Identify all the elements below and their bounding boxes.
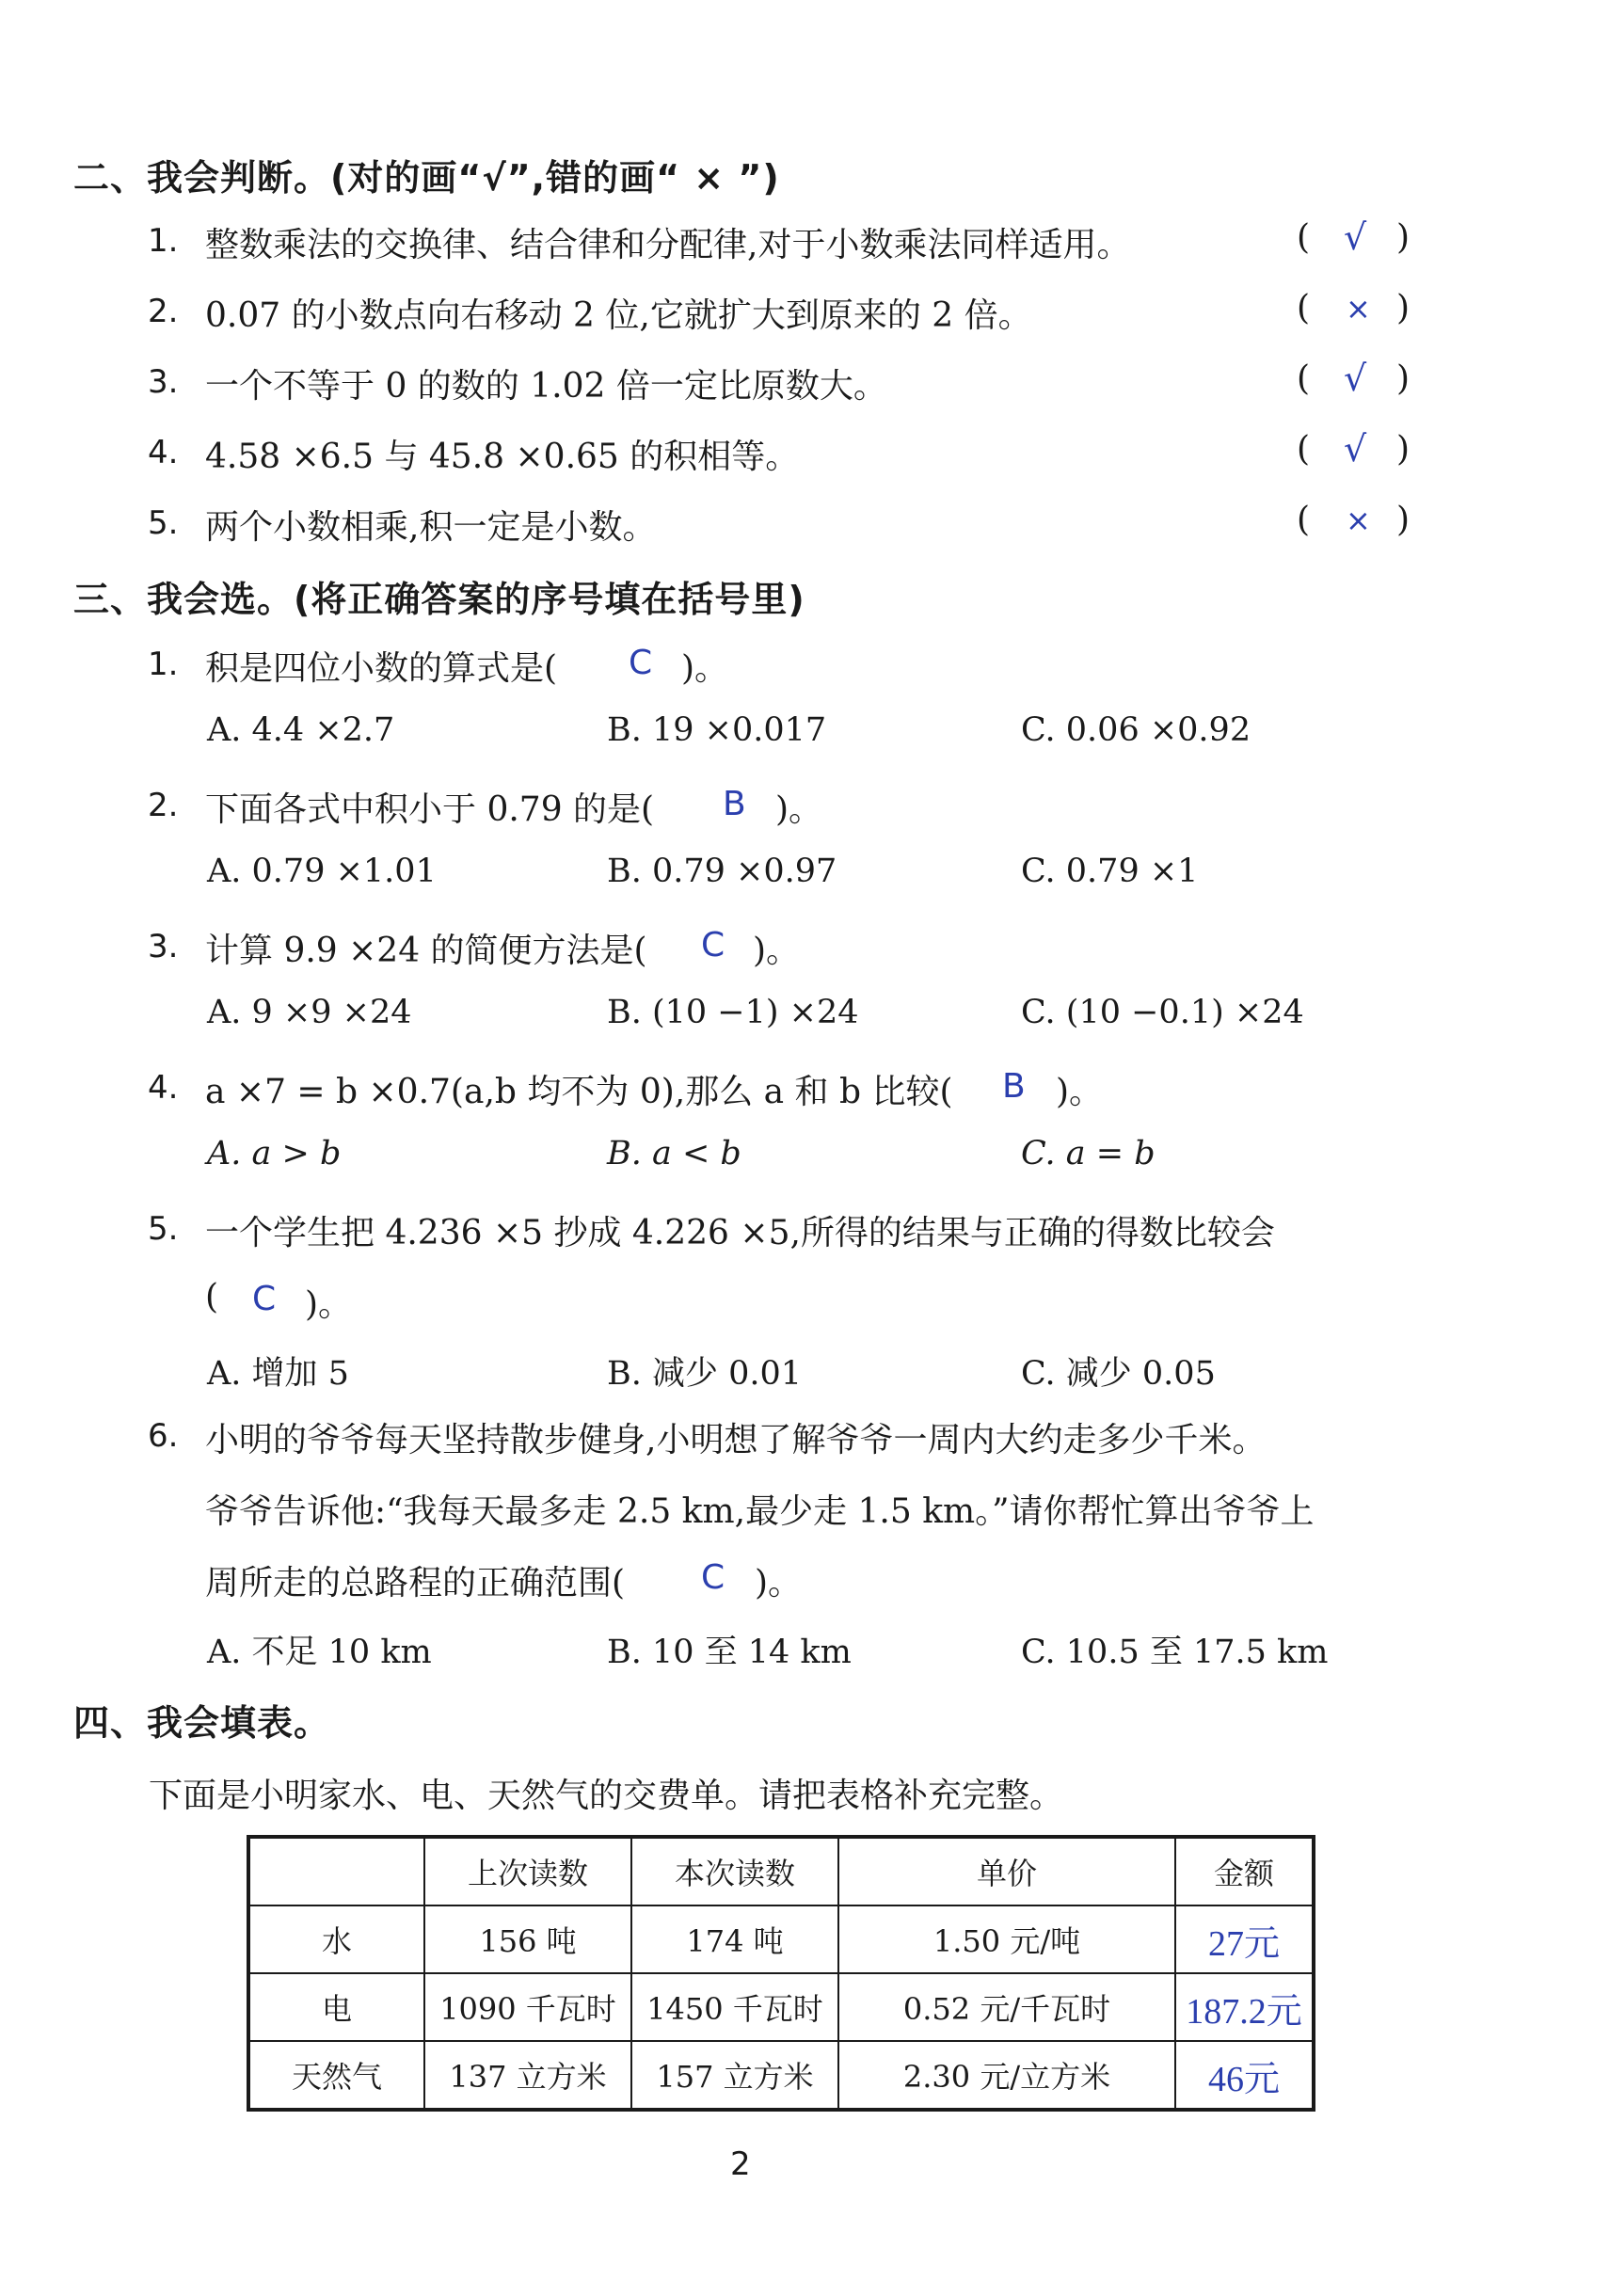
item-number: 5.	[148, 504, 179, 542]
judge-answer: √	[1344, 428, 1367, 470]
question-text: 计算 9.9 ×24 的简便方法是(	[205, 932, 647, 970]
table-cell: 1450 千瓦时	[631, 1973, 838, 2041]
option-c: C. (10 −0.1) ×24	[1021, 994, 1304, 1031]
item-text: 一个不等于 0 的数的 1.02 倍一定比原数大。	[205, 367, 887, 406]
item-number: 6.	[148, 1417, 179, 1455]
question-text-line2: 爷爷告诉他:“我每天最多走 2.5 km,最少走 1.5 km。”请你帮忙算出爷爷上	[205, 1492, 1315, 1531]
judge-answer: √	[1344, 358, 1367, 399]
page-number: 2	[730, 2145, 751, 2183]
header-cell: 单价	[838, 1837, 1175, 1905]
option-c: C. 10.5 至 17.5 km	[1021, 1634, 1329, 1671]
table-header-row	[248, 1837, 1314, 1905]
section-3-title: 三、我会选。(将正确答案的序号填在括号里)	[73, 579, 805, 620]
answer-paren-open: (	[1297, 501, 1311, 539]
question-end: )。	[305, 1285, 353, 1324]
item-number: 4.	[148, 1069, 179, 1107]
item-number: 5.	[148, 1210, 179, 1248]
question-end: )。	[775, 790, 823, 829]
choice-answer: B	[723, 785, 746, 823]
option-a: A. 增加 5	[207, 1355, 349, 1393]
item-number: 1.	[148, 222, 179, 260]
item-number: 1.	[148, 646, 179, 683]
section-4-title: 四、我会填表。	[73, 1702, 331, 1744]
answer-paren-open: (	[1297, 359, 1311, 398]
option-a: A. 9 ×9 ×24	[207, 994, 412, 1031]
question-end: )。	[1056, 1073, 1104, 1111]
row-label: 水	[248, 1905, 424, 1973]
table-cell: 157 立方米	[631, 2041, 838, 2110]
table-intro: 下面是小明家水、电、天然气的交费单。请把表格补充完整。	[149, 1777, 1064, 1815]
amount-answer: 27元	[1175, 1905, 1314, 1973]
item-text: 0.07 的小数点向右移动 2 位,它就扩大到原来的 2 倍。	[205, 296, 1032, 335]
item-number: 4.	[148, 434, 179, 471]
fee-table	[247, 1835, 1315, 2112]
option-b: B. 减少 0.01	[607, 1355, 803, 1393]
question-text: a ×7 = b ×0.7(a,b 均不为 0),那么 a 和 b 比较(	[205, 1073, 953, 1111]
option-b: B. (10 −1) ×24	[607, 994, 859, 1031]
amount-answer: 187.2元	[1175, 1973, 1314, 2041]
option-a: A. 4.4 ×2.7	[207, 711, 395, 749]
choice-answer: C	[701, 1558, 725, 1597]
section-2-title: 二、我会判断。(对的画“√”,错的画“ × ”)	[73, 157, 780, 199]
choice-answer: C	[252, 1280, 277, 1318]
table-cell: 174 吨	[631, 1905, 838, 1973]
option-b: B. 10 至 14 km	[607, 1634, 852, 1671]
option-c: C. 减少 0.05	[1021, 1355, 1216, 1393]
option-a: A. 0.79 ×1.01	[207, 853, 437, 890]
question-open: (	[205, 1278, 219, 1316]
option-c: C. a = b	[1021, 1135, 1156, 1172]
answer-paren-close: )	[1396, 359, 1411, 398]
answer-paren-close: )	[1396, 501, 1411, 539]
choice-answer: C	[629, 644, 653, 682]
answer-paren-close: )	[1396, 430, 1411, 469]
item-text: 4.58 ×6.5 与 45.8 ×0.65 的积相等。	[205, 438, 800, 476]
table-cell: 1.50 元/吨	[838, 1905, 1175, 1973]
table-cell: 1090 千瓦时	[424, 1973, 631, 2041]
choice-answer: B	[1002, 1067, 1026, 1106]
option-b: B. 19 ×0.017	[607, 711, 827, 749]
question-text: 积是四位小数的算式是(	[205, 649, 558, 688]
header-cell: 本次读数	[631, 1837, 838, 1905]
table-row	[248, 1905, 1314, 1973]
item-text: 整数乘法的交换律、结合律和分配律,对于小数乘法同样适用。	[205, 226, 1131, 264]
option-b: B. a < b	[607, 1135, 741, 1172]
table-row	[248, 1973, 1314, 2041]
question-text: 下面各式中积小于 0.79 的是(	[205, 790, 655, 829]
choice-answer: C	[701, 926, 725, 965]
item-number: 3.	[148, 363, 179, 401]
table-cell: 2.30 元/立方米	[838, 2041, 1175, 2110]
row-label: 电	[248, 1973, 424, 2041]
item-number: 3.	[148, 928, 179, 965]
judge-answer: ×	[1346, 291, 1371, 327]
row-label: 天然气	[248, 2041, 424, 2110]
header-cell-empty	[248, 1837, 424, 1905]
amount-answer: 46元	[1175, 2041, 1314, 2110]
answer-paren-close: )	[1396, 218, 1411, 257]
answer-paren-open: (	[1297, 430, 1311, 469]
table-row	[248, 2041, 1314, 2110]
question-text-line3: 周所走的总路程的正确范围(	[205, 1564, 626, 1602]
table-cell: 137 立方米	[424, 2041, 631, 2110]
item-number: 2.	[148, 787, 179, 824]
answer-paren-open: (	[1297, 218, 1311, 257]
question-end: )。	[753, 932, 801, 970]
option-c: C. 0.06 ×0.92	[1021, 711, 1251, 749]
question-text: 一个学生把 4.236 ×5 抄成 4.226 ×5,所得的结果与正确的得数比较会	[205, 1214, 1275, 1252]
option-a: A. 不足 10 km	[207, 1634, 432, 1671]
question-end: )。	[681, 649, 729, 688]
option-c: C. 0.79 ×1	[1021, 853, 1199, 890]
item-text: 两个小数相乘,积一定是小数。	[205, 508, 657, 547]
option-a: A. a > b	[207, 1135, 342, 1172]
judge-answer: ×	[1346, 502, 1371, 538]
question-end: )。	[755, 1564, 803, 1602]
header-cell: 金额	[1175, 1837, 1314, 1905]
item-number: 2.	[148, 293, 179, 330]
answer-paren-close: )	[1396, 289, 1411, 327]
answer-paren-open: (	[1297, 289, 1311, 327]
table-cell: 156 吨	[424, 1905, 631, 1973]
option-b: B. 0.79 ×0.97	[607, 853, 837, 890]
header-cell: 上次读数	[424, 1837, 631, 1905]
table-cell: 0.52 元/千瓦时	[838, 1973, 1175, 2041]
judge-answer: √	[1344, 216, 1367, 258]
question-text-line1: 小明的爷爷每天坚持散步健身,小明想了解爷爷一周内大约走多少千米。	[205, 1421, 1267, 1459]
